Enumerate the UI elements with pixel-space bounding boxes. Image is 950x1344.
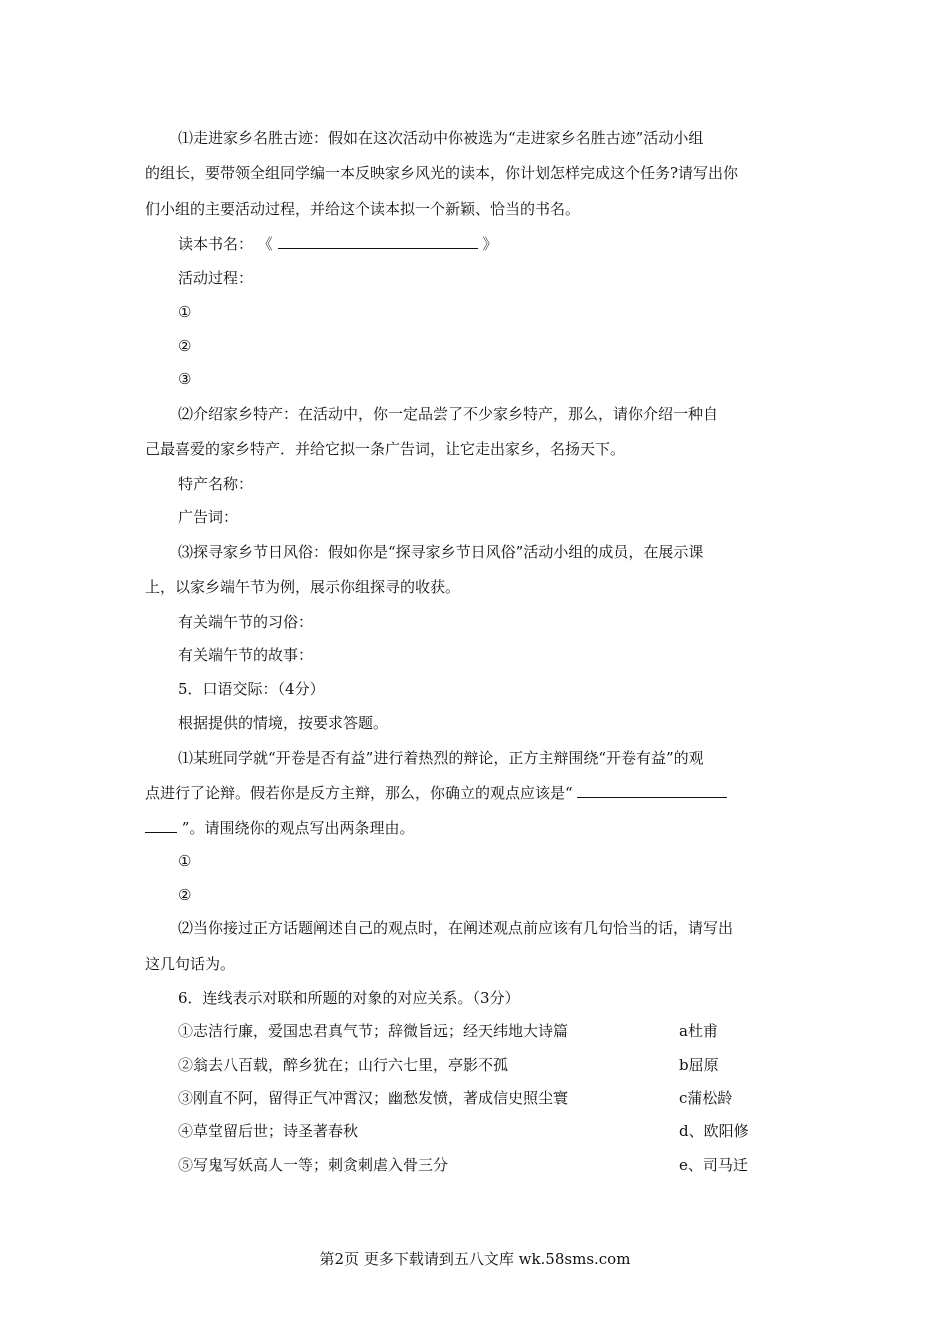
dragon-boat-story-label: 有关端午节的故事： — [178, 646, 314, 664]
q6-heading: 6．连线表示对联和所题的对象的对应关系。（3分） — [178, 989, 520, 1007]
q4-p3-line2: 上，以家乡端午节为例，展示你组探寻的收获。 — [145, 578, 461, 596]
viewpoint-blank[interactable] — [577, 783, 727, 798]
couplet-2: ②翁去八百载，醉乡犹在；山行六七里，亭影不孤 — [178, 1056, 509, 1074]
process-marker-3: ③ — [178, 370, 192, 388]
q5-s1-line3-text: ”。请围绕你的观点写出两条理由。 — [181, 819, 415, 837]
couplet-3: ③刚直不阿，留得正气冲霄汉；幽愁发愤，著成信史照尘寰 — [178, 1089, 569, 1107]
couplet-1: ①志洁行廉，爱国忠君真气节；辞微旨远；经天纬地大诗篇 — [178, 1022, 569, 1040]
process-marker-2: ② — [178, 337, 192, 355]
dragon-boat-custom-label: 有关端午节的习俗： — [178, 613, 314, 631]
reason-marker-1: ① — [178, 852, 192, 870]
book-title-label: 读本书名： — [178, 235, 254, 253]
q5-s2-line1: ⑵当你接过正方话题阐述自己的观点时，在阐述观点前应该有几句恰当的话，请写出 — [178, 919, 734, 937]
q4-p1-line3: 们小组的主要活动过程，并给这个读本拟一个新颖、恰当的书名。 — [145, 200, 581, 218]
q4-p1-line2: 的组长，要带领全组同学编一本反映家乡风光的读本，你计划怎样完成这个任务?请写出你 — [145, 164, 739, 182]
reason-marker-2: ② — [178, 886, 192, 904]
process-marker-1: ① — [178, 303, 192, 321]
person-e: e、司马迁 — [679, 1156, 748, 1174]
book-title-open-bracket: 《 — [257, 235, 273, 253]
person-a: a杜甫 — [679, 1022, 718, 1040]
product-name-label: 特产名称： — [178, 475, 254, 493]
q4-p3-line1: ⑶探寻家乡节日风俗：假如你是“探寻家乡节日风俗”活动小组的成员，在展示课 — [178, 543, 704, 561]
q4-p2-line2: 己最喜爱的家乡特产．并给它拟一条广告词，让它走出家乡，名扬天下。 — [145, 440, 626, 458]
q5-intro: 根据提供的情境，按要求答题。 — [178, 714, 389, 732]
ad-slogan-label: 广告词： — [178, 508, 239, 526]
q5-s1-line2 — [145, 783, 727, 803]
book-title-row — [178, 234, 497, 254]
activity-process-label: 活动过程： — [178, 269, 254, 287]
q5-s2-line2: 这几句话为。 — [145, 955, 236, 973]
page-footer: 第2页 更多下载请到五八文库 wk.58sms.com — [319, 1250, 631, 1268]
q5-s1-line3 — [145, 818, 414, 838]
book-title-blank[interactable] — [278, 234, 478, 249]
q5-s1-line2-text: 点进行了论辩。假若你是反方主辩，那么，你确立的观点应该是“ — [145, 784, 573, 802]
person-d: d、欧阳修 — [679, 1122, 749, 1140]
q5-heading: 5．口语交际：（4分） — [178, 680, 325, 698]
person-c: c蒲松龄 — [679, 1089, 733, 1107]
couplet-5: ⑤写鬼写妖高人一等；刺贪刺虐入骨三分 — [178, 1156, 449, 1174]
q4-p1-line1: ⑴走进家乡名胜古迹：假如在这次活动中你被选为“走进家乡名胜古迹”活动小组 — [178, 129, 704, 147]
person-b: b屈原 — [679, 1056, 719, 1074]
q4-p2-line1: ⑵介绍家乡特产：在活动中，你一定品尝了不少家乡特产，那么，请你介绍一种自 — [178, 405, 719, 423]
viewpoint-blank-continued[interactable] — [145, 818, 177, 833]
q5-s1-line1: ⑴某班同学就“开卷是否有益”进行着热烈的辩论，正方主辩围绕“开卷有益”的观 — [178, 749, 704, 767]
couplet-4: ④草堂留后世；诗圣著春秋 — [178, 1122, 359, 1140]
book-title-close-bracket: 》 — [482, 235, 498, 253]
